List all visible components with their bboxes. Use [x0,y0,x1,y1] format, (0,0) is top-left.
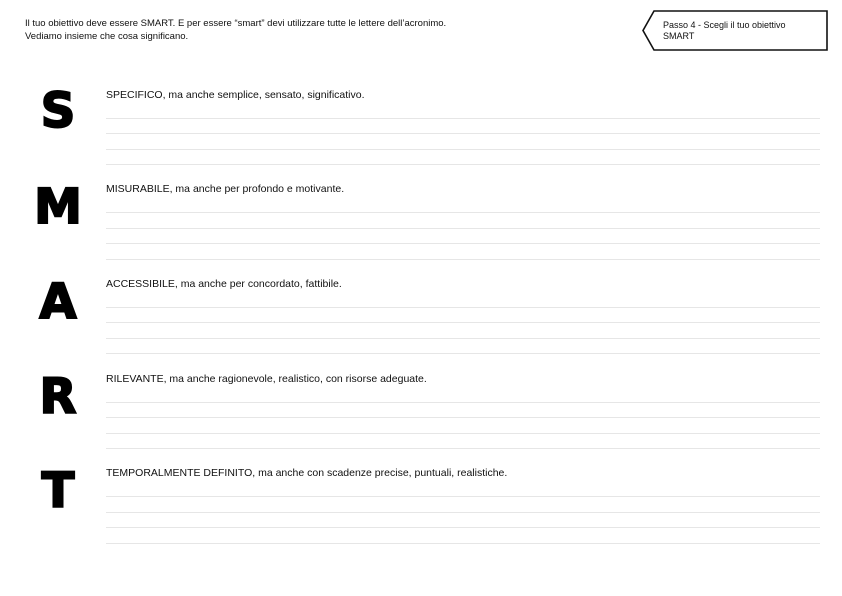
writing-line[interactable] [106,353,820,354]
writing-line[interactable] [106,259,820,260]
writing-line[interactable] [106,164,820,165]
acronym-letter-s: S [40,83,76,139]
smart-row-t [0,463,842,557]
writing-line[interactable] [106,512,820,513]
writing-line[interactable] [106,322,820,323]
intro-line-2: Vediamo insieme che cosa significano. [25,30,189,42]
writing-line[interactable] [106,433,820,434]
description-r: RILEVANTE, ma anche ragionevole, realistico, con risorse adeguate. [106,373,427,385]
step-label [663,20,823,42]
acronym-letter-t: T [41,463,75,519]
writing-line[interactable] [106,543,820,544]
description-t: TEMPORALMENTE DEFINITO, ma anche con scadenze precise, puntuali, realistiche. [106,467,508,479]
smart-row-a [0,274,842,368]
acronym-letter-r: R [39,369,77,425]
smart-row-r [0,369,842,463]
step-label-line-1: Passo 4 - Scegli il tuo obiettivo [663,20,786,30]
writing-line[interactable] [106,149,820,150]
writing-line[interactable] [106,417,820,418]
writing-line[interactable] [106,448,820,449]
writing-line[interactable] [106,496,820,497]
step-label-line-2: SMART [663,31,695,41]
writing-line[interactable] [106,212,820,213]
writing-line[interactable] [106,338,820,339]
writing-line[interactable] [106,243,820,244]
writing-line[interactable] [106,307,820,308]
writing-line[interactable] [106,527,820,528]
description-m: MISURABILE, ma anche per profondo e motivante. [106,183,345,195]
smart-row-m [0,179,842,273]
acronym-letter-a: A [39,274,77,330]
description-s: SPECIFICO, ma anche semplice, sensato, significativo. [106,89,365,101]
writing-line[interactable] [106,118,820,119]
intro-text [25,18,585,43]
description-a: ACCESSIBILE, ma anche per concordato, fattibile. [106,278,342,290]
writing-line[interactable] [106,228,820,229]
smart-row-s [0,83,842,179]
writing-line[interactable] [106,133,820,134]
intro-line-1: Il tuo obiettivo deve essere SMART. E per essere “smart” devi utilizzare tutte le lettere dell’acronimo. [25,18,447,29]
step-tag [642,10,828,51]
acronym-letter-m: M [34,179,82,235]
writing-line[interactable] [106,402,820,403]
